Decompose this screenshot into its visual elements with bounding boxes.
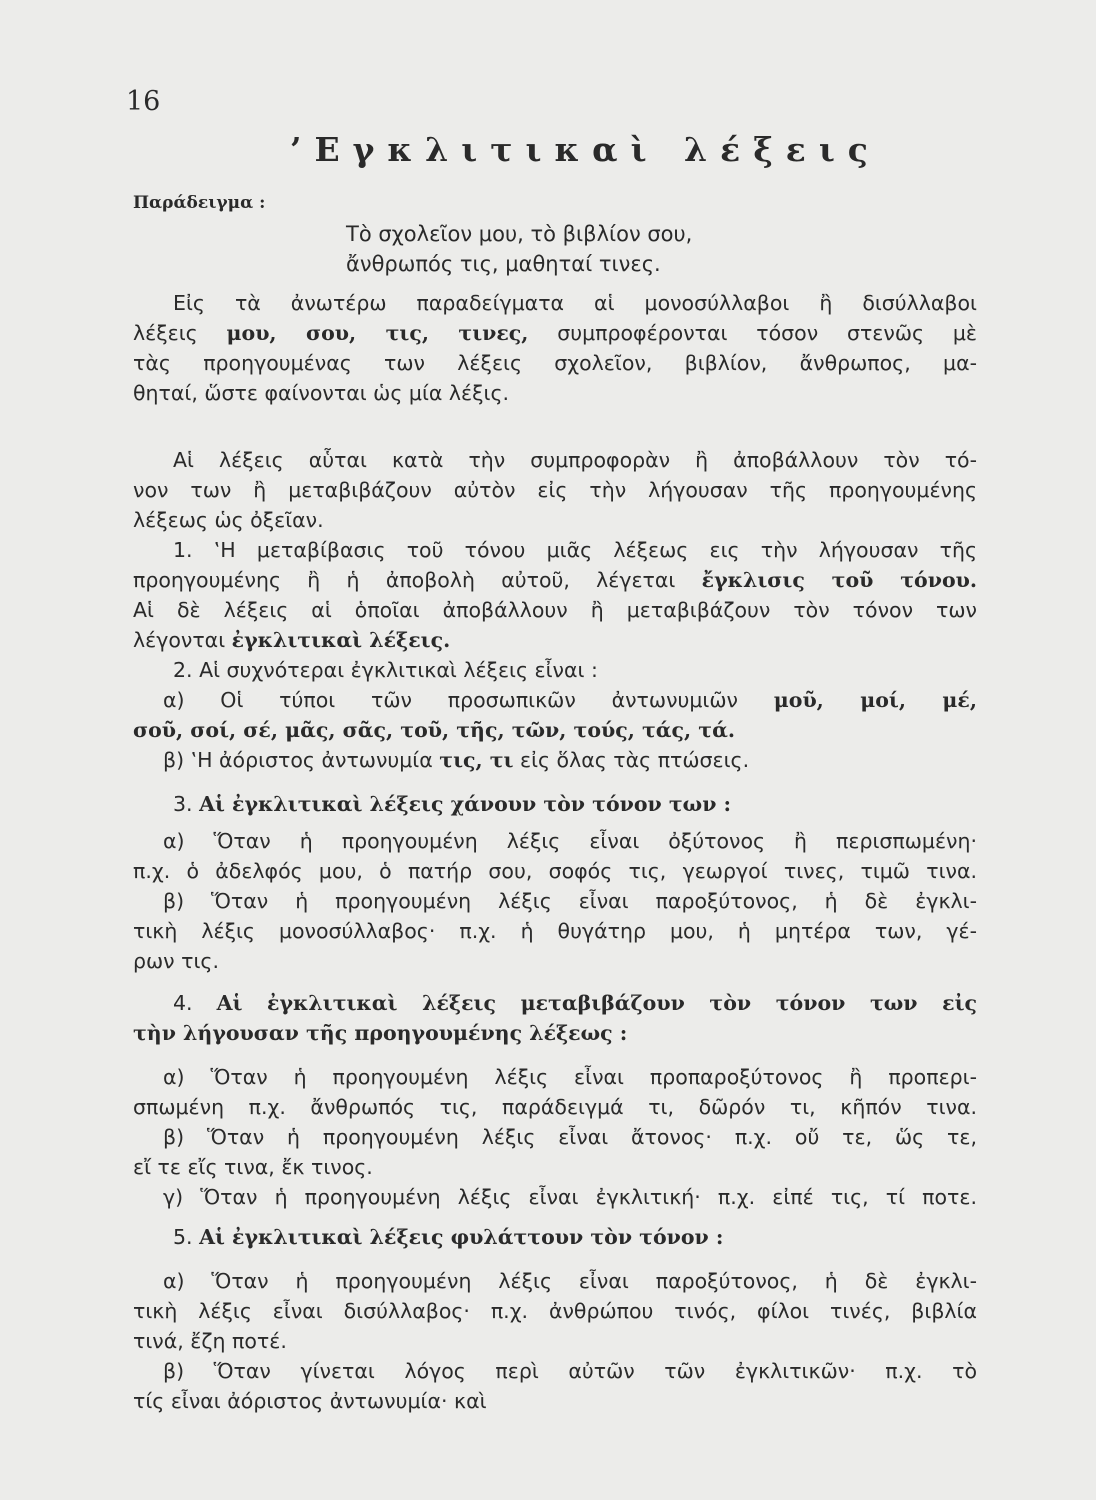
text-line: τικὴ λέξις μονοσύλλαβος· π.χ. ἡ θυγάτηρ μου, ἡ μητέρα των, γέ- xyxy=(133,919,977,943)
text-line: Αἱ δὲ λέξεις αἱ ὁποῖαι ἀποβάλλουν ἢ μεταβιβάζουν τὸν τόνον των xyxy=(133,598,977,622)
text-line: θηταί, ὥστε φαίνονται ὡς μία λέξις. xyxy=(133,381,510,405)
text-line: α) Ὅταν ἡ προηγουμένη λέξις εἶναι παροξύτονος, ἡ δὲ ἐγκλι- xyxy=(163,1269,977,1293)
text-line: σπωμένη π.χ. ἄνθρωπός τις, παράδειγμά τι, δῶρόν τι, κῆπόν τινα. xyxy=(133,1095,977,1119)
text-line: Αἱ λέξεις αὗται κατὰ τὴν συμπροφορὰν ἢ ἀποβάλλουν τὸν τό- xyxy=(173,448,977,472)
text-line: τὰς προηγουμένας των λέξεις σχολεῖον, βιβλίον, ἄνθρωπος, μα- xyxy=(133,351,977,375)
text-line: γ) Ὅταν ἡ προηγουμένη λέξις εἶναι ἐγκλιτική· π.χ. εἰπέ τις, τί ποτε. xyxy=(163,1185,977,1209)
text-line: 1. ‛Η μεταβίβασις τοῦ τόνου μιᾶς λέξεως εις τὴν λήγουσαν τῆς xyxy=(173,538,977,562)
text-line: λέξεως ὡς ὀξεῖαν. xyxy=(133,508,324,532)
text-line: β) ‛Η ἀόριστος ἀντωνυμία τις, τι εἰς ὅλας τὰς πτώσεις. xyxy=(163,748,750,772)
section-heading: 4. Αἱ ἐγκλιτικαὶ λέξεις μεταβιβάζουν τὸν τόνον των εἰς xyxy=(173,991,978,1015)
text-line: β) Ὅταν γίνεται λόγος περὶ αὐτῶν τῶν ἐγκλιτικῶν· π.χ. τὸ xyxy=(163,1359,977,1383)
text-line: β) Ὅταν ἡ προηγουμένη λέξις εἶναι παροξύτονος, ἡ δὲ ἐγκλι- xyxy=(163,889,977,913)
section-heading: 3. Αἱ ἐγκλιτικαὶ λέξεις χάνουν τὸν τόνον των : xyxy=(173,792,732,816)
text-line: α) Οἱ τύποι τῶν προσωπικῶν ἀντωνυμιῶν μοῦ, μοί, μέ, xyxy=(163,688,977,712)
section-heading: τὴν λήγουσαν τῆς προηγουμένης λέξεως : xyxy=(133,1021,628,1045)
text-line: τικὴ λέξις εἶναι δισύλλαβος· π.χ. ἀνθρώπου τινός, φίλοι τινές, βιβλία xyxy=(133,1299,977,1323)
text-line: α) Ὅταν ἡ προηγουμένη λέξις εἶναι προπαροξύτονος ἢ προπερι- xyxy=(163,1065,977,1089)
page-number: 16 xyxy=(126,86,161,117)
text-line: π.χ. ὁ ἀδελφός μου, ὁ πατήρ σου, σοφός τις, γεωργοί τινες, τιμῶ τινα. xyxy=(133,859,977,883)
text-line: σοῦ, σοί, σέ, μᾶς, σᾶς, τοῦ, τῆς, τῶν, τούς, τάς, τά. xyxy=(133,718,736,742)
example-line: Τὸ σχολεῖον μου, τὸ βιβλίον σου, xyxy=(346,222,693,246)
text-line: β) Ὅταν ἡ προηγουμένη λέξις εἶναι ἄτονος· π.χ. οὔ τε, ὥς τε, xyxy=(163,1125,977,1149)
example-line: ἄνθρωπός τις, μαθηταί τινες. xyxy=(346,252,661,276)
example-label: Παράδειγμα : xyxy=(133,193,266,213)
text-line: α) Ὅταν ἡ προηγουμένη λέξις εἶναι ὀξύτονος ἢ περισπωμένη· xyxy=(163,829,977,853)
page-title: ’Εγκλιτικαὶ λέξεις xyxy=(290,130,881,169)
text-line: τίς εἶναι ἀόριστος ἀντωνυμία· καὶ xyxy=(133,1389,487,1413)
text-line: 2. Αἱ συχνότεραι ἐγκλιτικαὶ λέξεις εἶναι : xyxy=(173,658,598,682)
section-heading: 5. Αἱ ἐγκλιτικαὶ λέξεις φυλάττουν τὸν τόνον : xyxy=(173,1225,724,1249)
text-line: λέγονται ἐγκλιτικαὶ λέξεις. xyxy=(133,628,451,652)
text-line: λέξεις μου, σου, τις, τινες, συμπροφέρονται τόσον στενῶς μὲ xyxy=(133,321,977,345)
text-line: εἴ τε εἴς τινα, ἔκ τινος. xyxy=(133,1155,373,1179)
text-line: νον των ἢ μεταβιβάζουν αὐτὸν εἰς τὴν λήγουσαν τῆς προηγουμένης xyxy=(133,478,977,502)
text-line: τινά, ἔζη ποτέ. xyxy=(133,1329,287,1353)
text-line: προηγουμένης ἢ ἡ ἀποβολὴ αὐτοῦ, λέγεται ἔγκλισις τοῦ τόνου. xyxy=(133,568,977,592)
text-line: ρων τις. xyxy=(133,949,219,973)
text-line: Εἰς τὰ ἀνωτέρω παραδείγματα αἱ μονοσύλλαβοι ἢ δισύλλαβοι xyxy=(173,291,977,315)
